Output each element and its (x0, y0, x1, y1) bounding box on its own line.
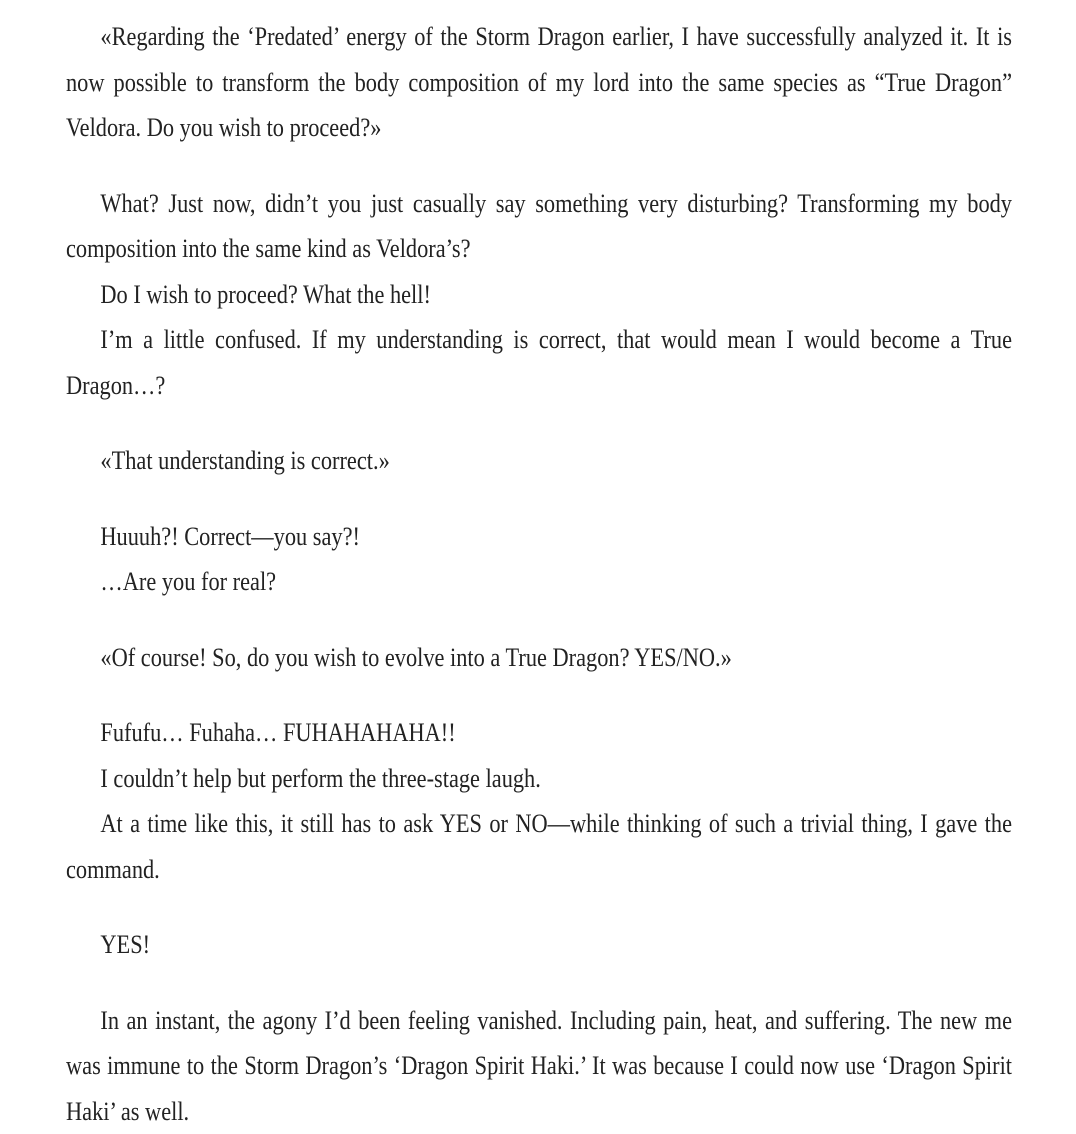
paragraph: «That understanding is correct.» (66, 438, 1012, 484)
paragraph: «Regarding the ‘Predated’ energy of the Storm Dragon earlier, I have successfully analyzed it. It is now possible to transform the body composition of my lord into the same species as “True Dragon” Veldora. Do you wish to proceed?» (66, 14, 1012, 151)
text-body (66, 14, 1012, 1134)
paragraph: What? Just now, didn’t you just casually say something very disturbing? Transforming my body composition into the same kind as Veldora’s? (66, 181, 1012, 272)
paragraph: In an instant, the agony I’d been feeling vanished. Including pain, heat, and suffering. The new me was immune to the Storm Dragon’s ‘Dragon Spirit Haki.’ It was because I could now use ‘Dragon Spirit Haki’ as well. (66, 998, 1012, 1134)
paragraph: …Are you for real? (66, 559, 1012, 605)
paragraph: Huuuh?! Correct—you say?! (66, 514, 1012, 560)
paragraph: I’m a little confused. If my understanding is correct, that would mean I would become a True Dragon…? (66, 317, 1012, 408)
paragraph: «Of course! So, do you wish to evolve into a True Dragon? YES/NO.» (66, 635, 1012, 681)
paragraph: Fufufu… Fuhaha… FUHAHAHAHA!! (66, 710, 1012, 756)
paragraph: I couldn’t help but perform the three-stage laugh. (66, 756, 1012, 802)
paragraph: YES! (66, 922, 1012, 968)
document-page (66, 14, 880, 1134)
paragraph: Do I wish to proceed? What the hell! (66, 272, 1012, 318)
paragraph: At a time like this, it still has to ask YES or NO—while thinking of such a trivial thing, I gave the command. (66, 801, 1012, 892)
